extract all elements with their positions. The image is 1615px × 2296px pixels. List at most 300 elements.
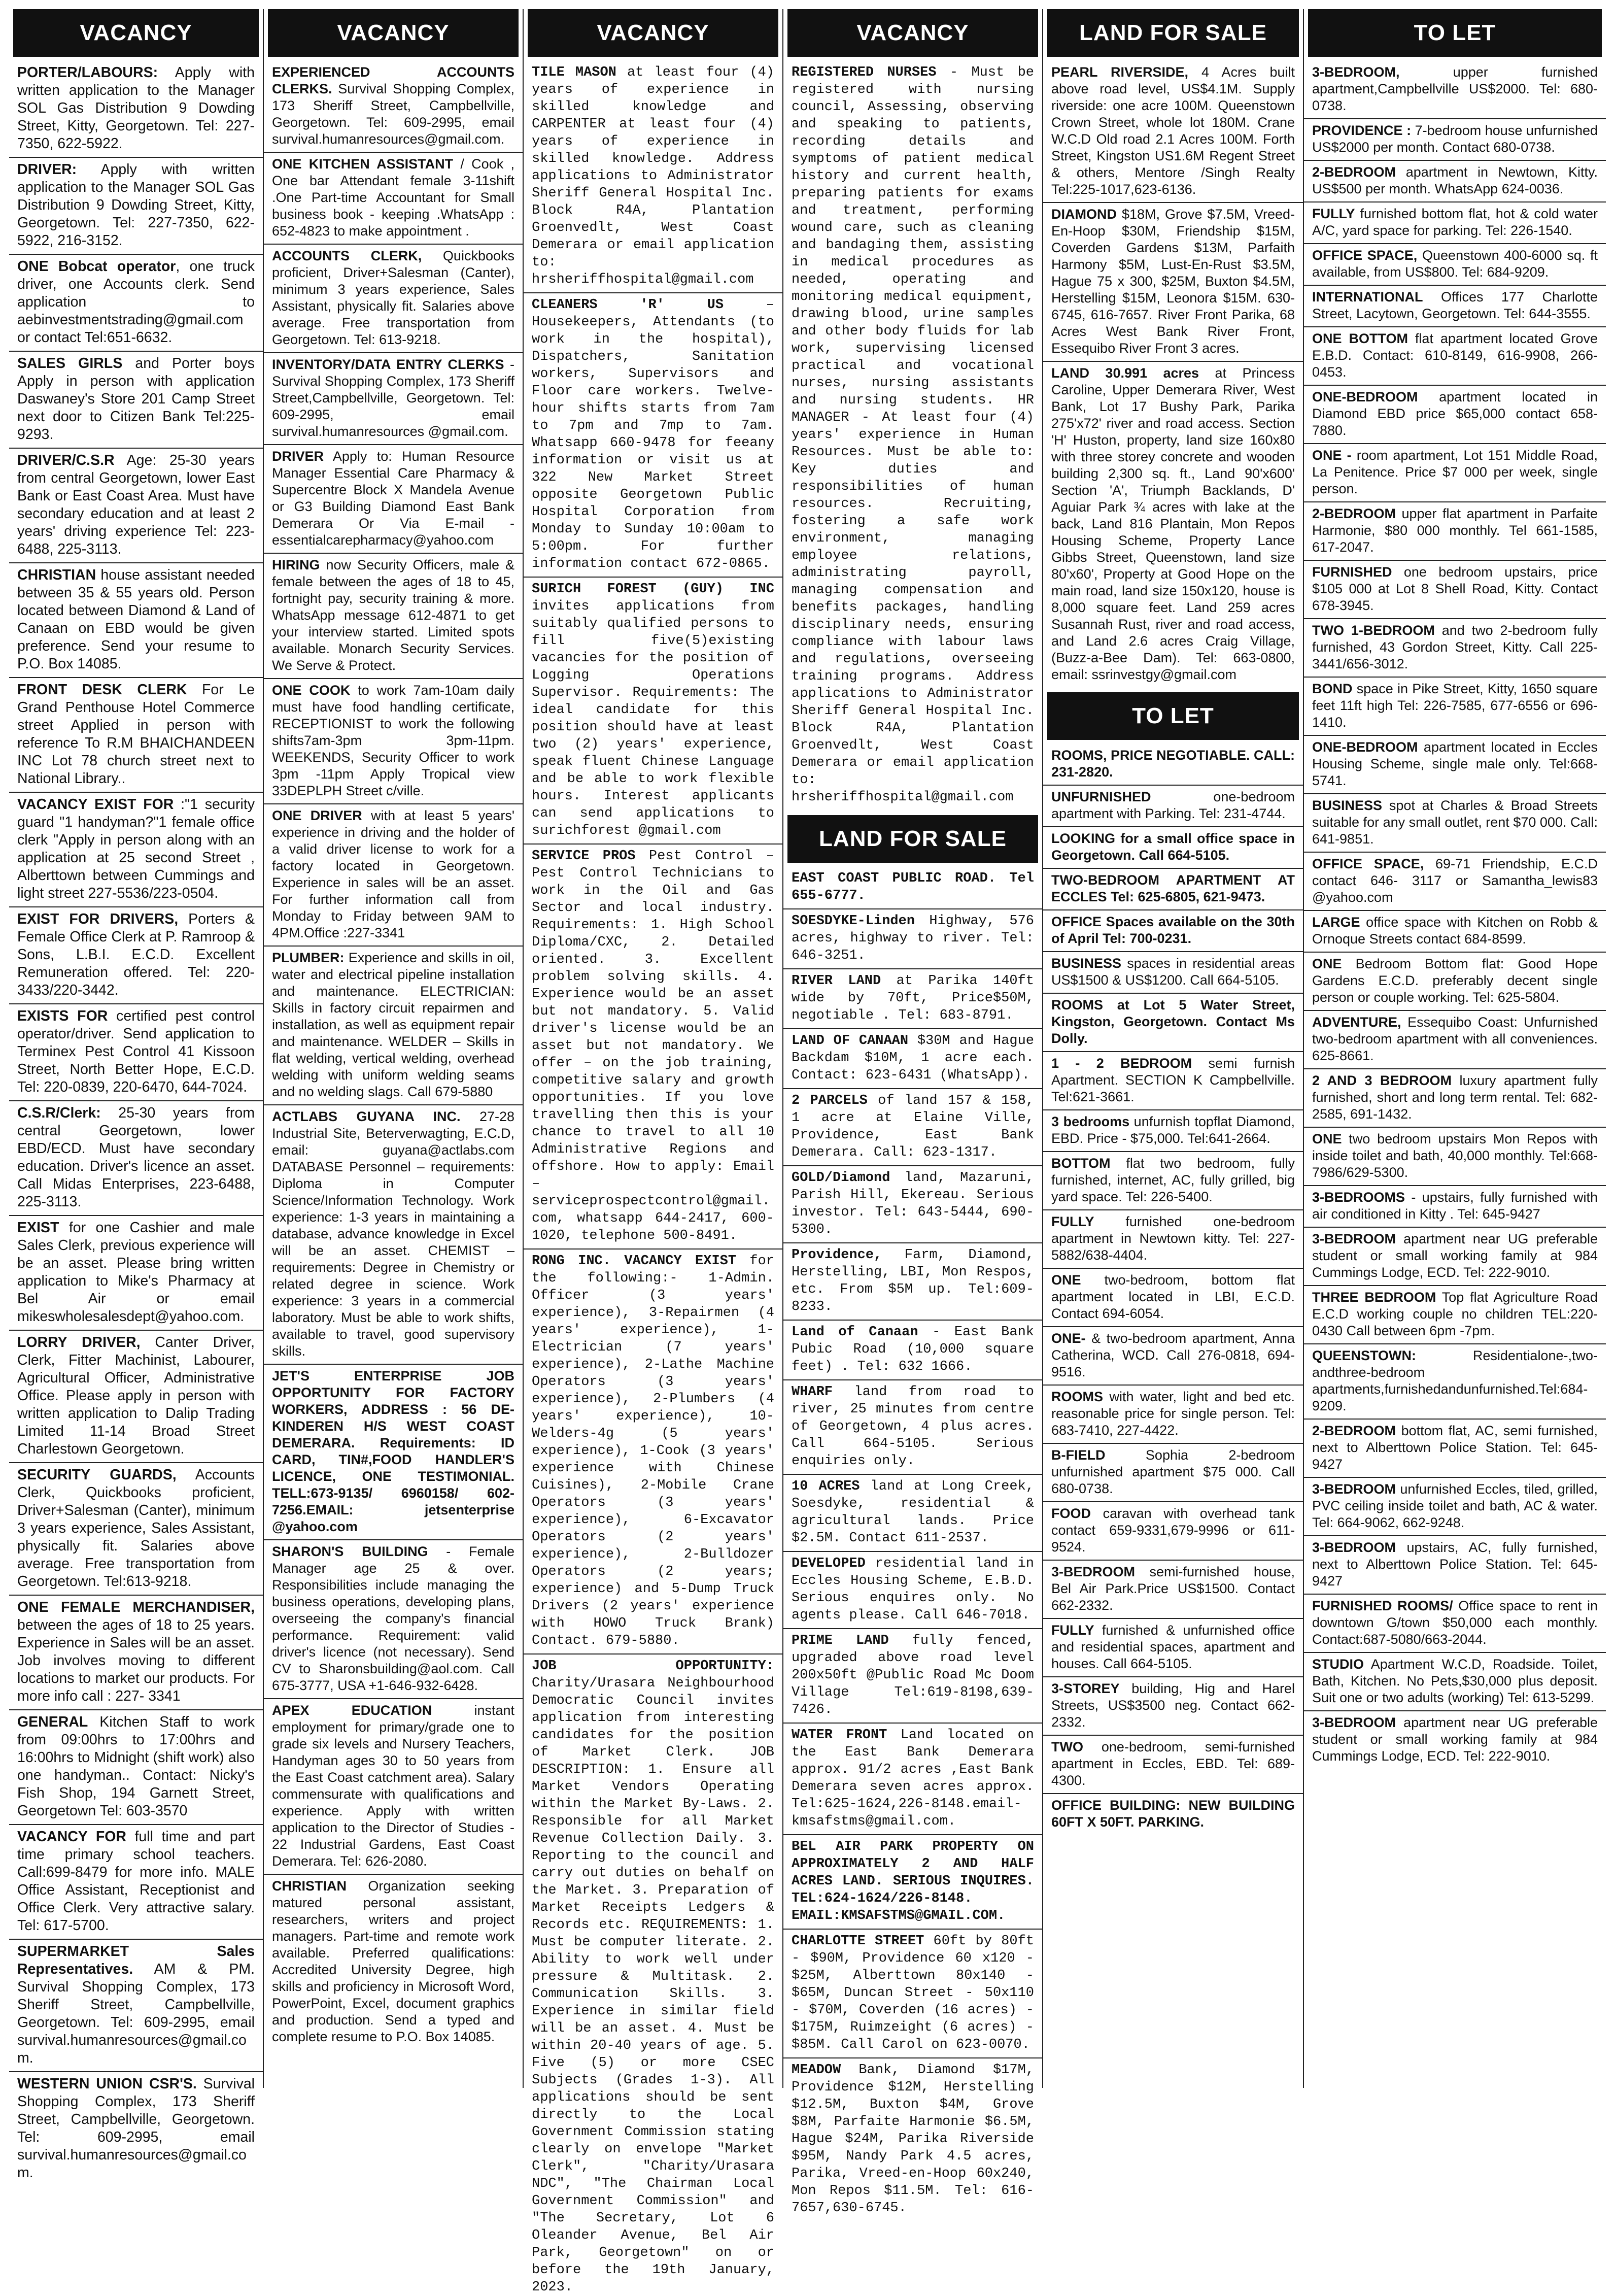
ad-heading: 3-BEDROOM <box>1051 1564 1136 1579</box>
ad-heading: EXIST FOR DRIVERS, <box>17 911 179 927</box>
classified-ad <box>9 1462 263 1591</box>
column-1 <box>9 9 263 2181</box>
ad-heading: ONE <box>1312 956 1342 971</box>
ad-heading: JOB OPPORTUNITY: <box>532 1659 774 1674</box>
ad-body: & two-bedroom apartment, Anna Catherina, WCD. Call 276-0818, 694-9516. <box>1051 1331 1295 1379</box>
classified-ad <box>1304 285 1606 322</box>
ad-body: 7-bedroom house unfurnished US$2000 per month. Contact 680-0738. <box>1312 123 1598 155</box>
ad-heading: BUSINESS <box>1312 798 1383 813</box>
ad-heading: ROOMS at Lot 5 Water Street, Kingston, Georgetown. Contact Ms Dolly. <box>1051 997 1295 1046</box>
ad-heading: SECURITY GUARDS, <box>17 1467 177 1483</box>
classified-ad <box>1304 1127 1606 1181</box>
classified-ad <box>1043 202 1303 357</box>
classified-ad <box>783 1088 1042 1161</box>
ad-body: 4 Acres built above road level, US$4.1M. Supply riverside: one acre 100M. Queenstown Crown Street, whole lot 180M. Crane W.C.D Old road 2.1 Acres 100M. Forth Street, Kingston US1.6M Regent Street & others, Mentore /Singh Realty Tel:225-1017,623-6136. <box>1051 64 1295 197</box>
ad-body: semi-furnished house, Bel Air Park.Price US$1500. Contact 662-2332. <box>1051 1564 1295 1613</box>
classified-ad <box>1304 677 1606 731</box>
classified-ad <box>1043 64 1303 198</box>
section-header: TO LET <box>1047 692 1299 740</box>
ad-heading: VACANCY FOR <box>17 1829 126 1845</box>
ad-body: building, Hig and Harel Streets, US$3500 neg. Contact 662-2332. <box>1051 1681 1295 1730</box>
ad-heading: BEL AIR PARK PROPERTY ON APPROXIMATELY 2 AND HALF ACRES LAND. SERIOUS INQUIRES. TEL:624-1624/226-8148. EMAIL:KMSAFSTMS@GMAIL.COM. <box>792 1839 1034 1923</box>
ad-body: - Female Manager age 25 & over. Responsibilities include managing the business operations, developing plans, overseeing the company's financial performance. Requirement: valid driver's licence (not necessary). Send CV to Sharonsbuilding@aol.com. Call 675-3777, USA +1-646-932-6428. <box>272 1544 514 1693</box>
column-5 <box>1042 9 1303 2088</box>
ad-heading: 3-BEDROOM <box>1312 1715 1396 1730</box>
ad-body: Apartment W.C.D, Roadside. Toilet, Bath, Kitchen. No Pets,$30,000 plus deposit. Suit one or two adults (working) Tel: 613-5299. <box>1312 1657 1598 1705</box>
ad-body: two-bedroom, bottom flat apartment located in LBI, E.C.D. Contact 694-6054. <box>1051 1272 1295 1321</box>
ad-heading: EAST COAST PUBLIC ROAD. Tel 655-6777. <box>792 871 1034 903</box>
classified-ad <box>783 1834 1042 1924</box>
classified-ad <box>783 1474 1042 1547</box>
classified-ad <box>1304 501 1606 556</box>
ad-heading: WESTERN UNION CSR'S. <box>17 2076 197 2092</box>
classified-ad <box>264 352 523 440</box>
classified-ad <box>1304 326 1606 381</box>
ad-heading: EXPERIENCED ACCOUNTS CLERKS. <box>272 64 514 96</box>
classified-ad <box>1304 1068 1606 1123</box>
ad-heading: ONE KITCHEN ASSISTANT <box>272 156 454 172</box>
classified-ad <box>1304 385 1606 439</box>
classified-ad <box>9 1595 263 1705</box>
ad-body: Bedroom Bottom flat: Good Hope Gardens E.C.D. preferably decent single person or couple working. Tel: 625-5804. <box>1312 956 1598 1005</box>
classified-ad <box>783 1723 1042 1830</box>
classified-ad <box>9 254 263 347</box>
ad-body: - upstairs, fully furnished with air conditioned in Kitty . Tel: 645-9427 <box>1312 1190 1598 1222</box>
ad-heading: FOOD <box>1051 1506 1091 1521</box>
ad-heading: 10 ACRES <box>792 1479 860 1494</box>
ad-body: - East Bank Pubic Road (10,000 square feet) . Tel: 632 1666. <box>792 1325 1034 1374</box>
ad-body: Offices 177 Charlotte Street, Lacytown, Georgetown. Tel: 644-3555. <box>1312 289 1598 321</box>
ad-body: Highway, 576 acres, highway to river. Tel: 646-3251. <box>792 914 1034 963</box>
ad-body: two bedroom upstairs Mon Repos with inside toilet and bath, 40,000 monthly. Tel:668-7986/629-5300. <box>1312 1131 1598 1180</box>
ad-heading: REGISTERED NURSES <box>792 65 937 80</box>
ad-body: land, Mazaruni, Parish Hill, Ekereau. Serious investor. Tel: 643-5444, 690-5300. <box>792 1170 1034 1237</box>
classified-ad <box>1043 1151 1303 1205</box>
ad-body: between the ages of 18 to 25 years. Experience in Sales will be an asset. Job involves moving to different locations to market our products. For more info call : 227- 3341 <box>17 1617 255 1704</box>
ad-heading: ONE <box>1312 1131 1342 1146</box>
ad-heading: CHARLOTTE STREET <box>792 1934 924 1949</box>
ad-body: Survival Shopping Complex, 173 Sheriff Street, Campbellville, Georgetown. Tel: 609-2995, email survival.humanresources@gmail.com. <box>17 2076 255 2181</box>
classified-ad <box>1043 1560 1303 1614</box>
classified-ad <box>1043 1051 1303 1105</box>
classified-ad <box>9 792 263 902</box>
classified-ad <box>783 1929 1042 2053</box>
classified-ad <box>1304 618 1606 672</box>
ad-body: – Housekeepers, Attendants (to work in the hospital), Dispatchers, Sanitation workers, Supervisors and Floor care workers. Twelve-hour shifts starts from 7am to 7pm and 7mp to 7am. Whatsapp 660-9478 for feeany information or visit us at 322 New Market Street opposite Georgetown Public Hospital Corporation from Monday to Sunday 10:00am to 5:00pm. For further information contact 672-0865. <box>532 297 774 571</box>
ad-heading: BUSINESS <box>1051 956 1122 971</box>
classified-ad <box>1304 952 1606 1006</box>
ad-heading: ACTLABS GUYANA INC. <box>272 1109 461 1124</box>
classified-ad <box>524 1248 782 1649</box>
ad-heading: Land of Canaan <box>792 1325 918 1340</box>
classified-ad <box>9 157 263 250</box>
ad-heading: SOESDYKE-Linden <box>792 914 915 929</box>
classified-ad <box>524 577 782 839</box>
ad-body: invites applications from suitably qualified persons to fill five(5)existing vacancies for the position of Logging Operations Supervisor. Requirements: The ideal candidate for this position should have at least two (2) years' experience, speak fluent Chinese Language and be able to work flexible hours. Interest applicants can send applications to surichforest @gmail.com <box>532 599 774 838</box>
ad-body: upper flat apartment in Parfaite Harmonie, $80 000 monthly. Tel 661-1585, 617-2047. <box>1312 506 1598 555</box>
ad-body: AM & PM. Survival Shopping Complex, 173 Sheriff Street, Campbellville, Georgetown. Tel: 609-2995, email survival.humanresources@gmail.com. <box>17 1961 255 2066</box>
classified-ad <box>1304 1535 1606 1590</box>
ad-heading: PEARL RIVERSIDE, <box>1051 64 1189 80</box>
classified-ad <box>9 1709 263 1820</box>
ad-body: flat apartment located Grove E.B.D. Contact: 610-8149, 616-9908, 266-0453. <box>1312 331 1598 380</box>
classified-ad <box>524 64 782 288</box>
ad-body: at least four (4) years of experience in skilled knowledge and CARPENTER at least four (4) years of experience in skilled knowledge. Address applications to Administrator Sheriff General Hospital Inc. Block R4A, Plantation Groenvedlt, West Coast Demerara or email application to: hrsheriffhospital@gmail.com <box>532 65 774 287</box>
ad-heading: ACCOUNTS CLERK, <box>272 248 422 263</box>
ad-body: upper furnished apartment,Campbellville US$2000. Tel: 680-0738. <box>1312 64 1598 113</box>
ad-heading: ONE- <box>1051 1331 1086 1346</box>
classifieds-page <box>9 9 1606 2295</box>
ad-heading: DEVELOPED <box>792 1556 866 1571</box>
classified-ad <box>9 64 263 153</box>
ad-body: one-bedroom, semi-furnished apartment in Eccles, EBD. Tel: 689-4300. <box>1051 1739 1295 1788</box>
ad-heading: ONE-BEDROOM <box>1312 739 1418 755</box>
ad-body: for one Cashier and male Sales Clerk, previous experience will be an asset. Please bring written application to Mike's Pharmacy at Bel Air or email mikeswholesalesdept@yahoo.com. <box>17 1220 255 1325</box>
ad-heading: RONG INC. VACANCY EXIST <box>532 1254 737 1269</box>
section-header: VACANCY <box>528 9 778 57</box>
ad-body: - Must be registered with nursing council, Assessing, observing and speaking to patients, recording details and symptoms of patient medical history and current health, preparing patients for exams and treatment, performing wound care, such as cleaning and bandaging them, assisting in medical procedures as needed, operating and monitoring medical equipment, drawing blood, urine samples and other body fluids for lab work, supervising licensed practical and vocational nurses, nursing assistants and nursing students. HR MANAGER - At least four (4) years' experience in Human Resources. Must be able to: Key duties and responsibilities of human resources. Recruiting, fostering a safe work environment, managing employee relations, administrating payroll, managing compensation and benefits packages, handling disciplinary needs, ensuring compliance with labour laws and regulations, overseeing training programs. Address applications to Administrator Sheriff General Hospital Inc. Block R4A, Plantation Groenvedlt, West Coast Demerara or email application to: hrsheriffhospital@gmail.com <box>792 65 1034 805</box>
classified-ad <box>1304 243 1606 281</box>
ad-body: Pest Control – Pest Control Technicians to work in the Oil and Gas Sector and local industry. Requirements: 1. High School Diploma/CXC, 2. Detailed oriented. 3. Excellent problem solving skills. 4. Experience would be an asset but not mandatory. 5. Valid driver's license would be an asset but not mandatory. We offer – on the job training, competitive salary and growth opportunities. If you love travelling then this is your chance to travel to all 10 Administrative Regions and offshore. How to apply: Email – serviceprospectcontrol@gmail.com, whatsapp 644-2417, 600-1020, telephone 500-8491. <box>532 849 774 1243</box>
ad-body: Farm, Diamond, Herstelling, LBI, Mon Respos, etc. From $5M up. Tel:609-8233. <box>792 1247 1034 1314</box>
ad-body: fully fenced, upgraded above road level 200x50ft @Public Road Mc Doom Village Tel:619-8198,639-7426. <box>792 1633 1035 1717</box>
classified-ad <box>264 1698 523 1870</box>
ad-body: certified pest control operator/driver. Send application to Terminex Pest Control 41 Kissoon Street, North Better Hope, E.C.D. Tel: 220-0839, 220-6470, 644-7024. <box>17 1008 255 1095</box>
classified-ad <box>9 448 263 558</box>
ad-body: luxury apartment fully furnished, short and long term rental. Tel: 682-2585, 691-1432. <box>1312 1073 1598 1122</box>
classified-ad <box>783 908 1042 964</box>
ad-heading: 3-BEDROOM <box>1312 1231 1396 1246</box>
ad-body: $18M, Grove $7.5M, Vreed-En-Hoop $30M, Friendship $15M, Coverden Gardens $13M, Parfaith Harmony $5M, Lust-En-Rust $3.5M, Hague 75 x 300, $25M, Buxton $4.5M, Herstelling $15M, Leonora $15M. 630-6745, 616-7657. River Front Parika, 68 Acres West Bank River Front, Essequibo River Front 3 acres. <box>1051 207 1295 356</box>
classified-ad <box>9 1215 263 1326</box>
classified-ad <box>783 1242 1042 1315</box>
ad-body: 27-28 Industrial Site, Beterverwagting, E.C.D, email: guyana@actlabs.com DATABASE Personnel – requirements: Diploma in Computer Science/Information Technology. Work experience: 1-3 years in maintaining a database, advance knowledge in Excel will be an asset. CHEMIST – requirements: Degree in Chemistry or related degree in science. Work experience: 3 years in a commercial laboratory. Must be able to work shifts, available to travel, good supervisory skills. <box>272 1109 514 1359</box>
ad-heading: BOTTOM <box>1051 1156 1111 1171</box>
ad-heading: TWO 1-BEDROOM <box>1312 623 1435 638</box>
ad-body: one bedroom upstairs, price $105 000 at Lot 8 Shell Road, Kitty. Contact 678-3945. <box>1312 564 1598 613</box>
ad-heading: 3-BEDROOM <box>1312 1540 1396 1555</box>
classified-ad <box>1043 1618 1303 1672</box>
classified-ad <box>1043 1326 1303 1380</box>
classified-ad <box>524 292 782 572</box>
classified-ad <box>264 1364 523 1535</box>
ad-body: Queenstown 400-6000 sq. ft available, from US$800. Tel: 684-9209. <box>1312 248 1598 280</box>
ad-body: Apply with written application to the Manager SOL Gas Distribution 9 Dowding Street, Kitty, Georgetown. Tel: 227-7350, 622-5922. <box>17 64 255 152</box>
ad-heading: OFFICE Spaces available on the 30th of April Tel: 700-0231. <box>1051 914 1295 946</box>
ad-body: Top flat Agriculture Road E.C.D working couple no children TEL:220-0430 Call between 6pm -7pm. <box>1312 1290 1598 1338</box>
ad-body: Organization seeking matured personal assistant, researchers, writers and project managers. Part-time and remote work available. Preferred qualifications: Accredited University Degree, high skills and proficiency in Microsoft Word, PowerPoint, Excel, document graphics and production. Send a typed and complete resume to P.O. Box 14085. <box>272 1878 514 2044</box>
ad-heading: OFFICE BUILDING: NEW BUILDING 60FT X 50FT. PARKING. <box>1051 1798 1295 1830</box>
ad-body: and two 2-bedroom fully furnished, 43 Gordon Street, Kitty. Call 225- 3441/656-3012. <box>1312 623 1598 671</box>
classified-ad <box>9 1824 263 1935</box>
ad-heading: ADVENTURE, <box>1312 1015 1401 1030</box>
ad-body: at Parika 140ft wide by 70ft, Price$50M, negotiable . Tel: 683-8791. <box>792 973 1034 1023</box>
ad-heading: CHRISTIAN <box>17 567 96 583</box>
ad-body: with at least 5 years' experience in driving and the holder of a valid driver license to work for a factory located in Georgetown. Experience in sales will be an asset. For further information call from Monday to Friday between 9AM to 4PM.Office :227-3341 <box>272 808 514 940</box>
classified-ad <box>264 244 523 348</box>
ad-body: unfurnished Eccles, tiled, grilled, PVC ceiling inside toilet and bath, AC & water. Tel: 664-9062, 662-9248. <box>1312 1481 1598 1530</box>
ad-body: unfurnish topflat Diamond, EBD. Price - $75,000. Tel:641-2664. <box>1051 1114 1295 1146</box>
ad-body: furnished bottom flat, hot & cold water A/C, yard space for parking. Tel: 226-1540. <box>1312 206 1598 238</box>
classified-ad <box>264 1539 523 1694</box>
ad-heading: LORRY DRIVER, <box>17 1334 141 1350</box>
classified-ad <box>1043 1501 1303 1556</box>
ad-heading: ROOMS <box>1051 1389 1104 1404</box>
ad-heading: FURNISHED <box>1312 564 1392 580</box>
classified-ad <box>1043 868 1303 905</box>
ad-heading: 2 AND 3 BEDROOM <box>1312 1073 1452 1088</box>
ad-heading: B-FIELD <box>1051 1447 1106 1463</box>
classified-ad <box>1304 910 1606 948</box>
classified-ad <box>264 444 523 549</box>
ad-heading: FULLY <box>1051 1623 1094 1638</box>
classified-ad <box>9 1939 263 2067</box>
ad-heading: SHARON'S BUILDING <box>272 1544 428 1559</box>
classified-ad <box>264 946 523 1100</box>
ad-body: space in Pike Street, Kitty, 1650 square feet 11ft high Tel: 226-7585, 677-6556 or 696-1410. <box>1312 681 1598 730</box>
ad-heading: STUDIO <box>1312 1657 1364 1672</box>
classified-ad <box>1043 1676 1303 1731</box>
ad-body: spot at Charles & Broad Streets suitable for any small outlet, rent $70 000. Call: 641-9851. <box>1312 798 1598 847</box>
ad-body: , one truck driver, one Accounts clerk. Send application to aebinvestmentstrading@gmail.com or contact Tel:651-6632. <box>17 258 255 346</box>
ad-heading: LOOKING for a small office space in Georgetown. Call 664-5105. <box>1051 831 1295 863</box>
classified-ad <box>9 1003 263 1096</box>
ad-heading: PROVIDENCE : <box>1312 123 1412 138</box>
classified-ad <box>1304 560 1606 614</box>
ad-body: Accounts Clerk, Quickbooks proficient, Driver+Salesman (Canter), minimum 3 years experience, Sales Assistant, physically fit. Salaries above average. Free transportation from Georgetown. Tel:613-9218. <box>17 1467 255 1590</box>
ad-heading: TILE MASON <box>532 65 616 80</box>
classified-ad <box>1304 735 1606 789</box>
classified-ad <box>9 906 263 999</box>
ad-heading: DIAMOND <box>1051 207 1117 222</box>
ad-heading: DRIVER <box>272 449 324 464</box>
ad-body: Office space to rent in downtown G/town $50,000 each monthly. Contact:687-5080/663-2044. <box>1312 1598 1598 1647</box>
classified-ad <box>1304 852 1606 906</box>
ad-heading: 2-BEDROOM <box>1312 1423 1396 1438</box>
section-header: VACANCY <box>13 9 259 57</box>
ad-heading: 3-BEDROOM, <box>1312 64 1400 80</box>
ad-body: full time and part time primary school teachers. Call:699-8479 for more info. MALE Office Assistant, Receptionist and Office Clerk. Very attractive salary. Tel: 617-5700. <box>17 1829 255 1934</box>
classified-ad <box>783 64 1042 806</box>
classified-ad <box>1043 1735 1303 1789</box>
classified-ad <box>264 803 523 941</box>
ad-heading: 1 - 2 BEDROOM <box>1051 1056 1192 1071</box>
ad-body: flat two bedroom, fully furnished, internet, AC, fully grilled, big yard space. Tel: 226-5400. <box>1051 1156 1295 1204</box>
ad-heading: ONE DRIVER <box>272 808 362 823</box>
ad-heading: CHRISTIAN <box>272 1878 347 1894</box>
ad-heading: GENERAL <box>17 1714 88 1730</box>
ad-heading: FURNISHED ROOMS/ <box>1312 1598 1453 1613</box>
ad-body: now Security Officers, male & female between the ages of 18 to 45, fortnight pay, security training & more. WhatsApp message 612-4871 to get your interview started. Limited spots available. Monarch Security Services. We Serve & Protect. <box>272 557 514 673</box>
classified-ad <box>264 64 523 148</box>
classified-ad <box>1043 1209 1303 1264</box>
ad-heading: PLUMBER: <box>272 950 345 965</box>
ad-heading: GOLD/Diamond <box>792 1170 890 1186</box>
ad-heading: INTERNATIONAL <box>1312 289 1423 305</box>
classified-ad <box>1304 1419 1606 1473</box>
classified-ad <box>9 1100 263 1211</box>
ad-heading: ONE BOTTOM <box>1312 331 1408 346</box>
ad-heading: DRIVER/C.S.R <box>17 452 115 468</box>
ad-heading: TWO <box>1051 1739 1083 1754</box>
ad-heading: WHARF <box>792 1385 833 1400</box>
ad-heading: ONE-BEDROOM <box>1312 389 1418 404</box>
ad-heading: 2 PARCELS <box>792 1093 868 1108</box>
ad-body: Apply to: Human Resource Manager Essential Care Pharmacy & Supercentre Block X Mandela Avenue or G3 Building Diamond East Bank Demerara Or Via E-mail - essentialcarepharmacy@yahoo.com <box>272 449 514 548</box>
classified-ad <box>1304 1710 1606 1765</box>
ad-body: and Porter boys Apply in person with application Daswaney's Store 201 Camp Street next door to Citizen Bank Tel:225-9293. <box>17 355 255 443</box>
ad-heading: OFFICE SPACE, <box>1312 856 1424 871</box>
ad-body: Kitchen Staff to work from 09:00hrs to 17:00hrs and 16:00hrs to Midnight (shift work) also one handyman.. Contact: Nicky's Fish Shop, 194 Garnett Street, Georgetown Tel: 603-3570 <box>17 1714 255 1819</box>
ad-heading: 3-STOREY <box>1051 1681 1120 1696</box>
section-header: VACANCY <box>787 9 1038 57</box>
section-header: LAND FOR SALE <box>1047 9 1299 57</box>
ad-heading: LAND OF CANAAN <box>792 1033 909 1049</box>
ad-heading: ONE Bobcat operator <box>17 258 176 275</box>
ad-body: to work 7am-10am daily must have food handling certificate, RECEPTIONIST to work the following shifts7am-3pm 3pm-11pm. WEEKENDS, Security Officer to work 3pm -11pm Apply Tropical view 33DEPLPH Street c/ville. <box>272 683 514 798</box>
ad-heading: SURICH FOREST (GUY) INC <box>532 582 774 597</box>
ad-body: apartment located in Diamond EBD price $65,000 contact 658-7880. <box>1312 389 1598 438</box>
classified-ad <box>9 562 263 673</box>
ad-body: 60ft by 80ft - $90M, Providence 60 x120 - $25M, Alberttown 80x140 - $65M, Duncan Street - 50x110 - $70M, Coverden (16 acres) - $175M, Ruimzeight (6 acres) - $85M. Call Carol on 623-0070. <box>792 1934 1034 2052</box>
ad-body: room apartment, Lot 151 Middle Road, La Penitence. Price $7 000 per week, single person. <box>1312 448 1598 496</box>
classified-ad <box>783 870 1042 904</box>
ad-body: of land 157 & 158, 1 acre at Elaine Ville, Providence, East Bank Demerara. Call: 623-1317. <box>792 1093 1035 1160</box>
ad-heading: CLEANERS 'R' US <box>532 297 724 313</box>
ad-heading: 2-BEDROOM <box>1312 164 1396 180</box>
ad-body: instant employment for primary/grade one to grade six levels and Nursery Teachers, Handyman ages 30 to 50 years from the East Coast catchment area). Salary commensurate with qualifications and experience. Apply with written application to the Director of Studies - 22 Industrial Gardens, East Coast Demerara. Tel: 626-2080. <box>272 1703 514 1869</box>
ad-body: 25-30 years from central Georgetown, lower EBD/ECD. Must have secondary education. Driver's licence an asset. Call Midas Enterprises, 223-6488, 225-3113. <box>17 1105 255 1210</box>
classified-ad <box>524 1653 782 2296</box>
classified-ad <box>1043 1268 1303 1322</box>
classified-ad <box>1304 160 1606 197</box>
ad-body: For Le Grand Penthouse Hotel Commerce street Applied in person with reference To R.M BHAICHANDEEN INC Lot 78 church street next to National Library.. <box>17 682 255 787</box>
ad-body: Experience and skills in oil, water and electrical pipeline installation and maintenance. ELECTRICIAN: Skills in factory circuit repairmen and installation, as well as equipment repair and maintenance. WELDER – Skills in flat welding, vertical welding, overhead welding with uniform welding seams and no welding slags. Call 679-5880 <box>272 950 514 1099</box>
classified-ad <box>1304 1227 1606 1281</box>
classified-ad <box>264 152 523 240</box>
classified-ad <box>1304 793 1606 848</box>
ad-heading: DRIVER: <box>17 161 77 178</box>
ad-heading: WATER FRONT <box>792 1728 887 1743</box>
classified-ad <box>1304 1285 1606 1339</box>
classified-ad <box>1043 1443 1303 1497</box>
ad-heading: ONE FEMALE MERCHANDISER, <box>17 1599 255 1615</box>
column-3 <box>523 9 782 2295</box>
classified-ad <box>783 1165 1042 1238</box>
ad-heading: 3 bedrooms <box>1051 1114 1130 1129</box>
ad-body: with water, light and bed etc. reasonable price for single person. Tel: 683-7410, 227-4422. <box>1051 1389 1295 1438</box>
ad-body: caravan with overhead tank contact 659-9331,679-9996 or 611-9524. <box>1051 1506 1295 1555</box>
ad-heading: TWO-BEDROOM APARTMENT AT ECCLES Tel: 625-6805, 621-9473. <box>1051 872 1295 904</box>
classified-ad <box>264 553 523 674</box>
classified-ad <box>783 1028 1042 1084</box>
ad-body: Land located on the East Bank Demerara approx. 91/2 acres ,East Bank Demerara seven acres approx. Tel:625-1624,226-8148.email-kmsafstms@gmail.com. <box>792 1728 1034 1829</box>
classified-ad <box>1304 1477 1606 1531</box>
ad-heading: EXISTS FOR <box>17 1008 108 1024</box>
classified-ad <box>1043 747 1303 781</box>
ad-body: apartment in Newtown, Kitty. US$500 per month. WhatsApp 624-0036. <box>1312 164 1598 196</box>
classified-ad <box>783 1379 1042 1470</box>
ad-heading: SUPERMARKET Sales Representatives. <box>17 1943 255 1977</box>
ad-body: Essequibo Coast: Unfurnished two-bedroom apartment with all conveniences. 625-8661. <box>1312 1015 1598 1063</box>
ad-heading: SALES GIRLS <box>17 355 123 372</box>
ad-body: spaces in residential areas US$1500 & US$1200. Call 664-5105. <box>1051 956 1295 988</box>
ad-heading: SERVICE PROS <box>532 849 636 864</box>
classified-ad <box>9 1330 263 1458</box>
ad-heading: Providence, <box>792 1247 882 1263</box>
classified-ad <box>1043 951 1303 989</box>
ad-heading: UNFURNISHED <box>1051 789 1151 804</box>
classified-ad <box>1304 201 1606 239</box>
ad-heading: VACANCY EXIST FOR <box>17 796 174 813</box>
ad-heading: MEADOW <box>792 2063 841 2078</box>
classified-ad <box>783 1551 1042 1624</box>
ad-body: Sophia 2-bedroom unfurnished apartment $75 000. Call 680-0738. <box>1051 1447 1295 1496</box>
ad-heading: LAND 30.991 acres <box>1051 365 1199 381</box>
ad-heading: BOND <box>1312 681 1353 696</box>
classified-ad <box>1043 785 1303 822</box>
ad-body: semi furnish Apartment. SECTION K Campbellville. Tel:621-3661. <box>1051 1056 1295 1104</box>
classified-ad <box>1304 1594 1606 1648</box>
ad-body: :"1 security guard "1 handyman?"1 female office clerk "Apply in person along with an application at 25 second Street , Alberttown between Cummings and light street 227-5536/223-0504. <box>17 796 255 901</box>
classified-ad <box>1304 118 1606 156</box>
classified-ad <box>524 843 782 1244</box>
classified-ad <box>1043 361 1303 683</box>
ad-heading: ROOMS, PRICE NEGOTIABLE. CALL: 231-2820. <box>1051 748 1295 780</box>
column-2 <box>263 9 523 2088</box>
ad-heading: THREE BEDROOM <box>1312 1290 1436 1305</box>
ad-body: one-bedroom apartment with Parking. Tel: 231-4744. <box>1051 789 1295 821</box>
column-6 <box>1303 9 1606 2088</box>
ad-heading: PORTER/LABOURS: <box>17 64 158 81</box>
classified-ad <box>783 2057 1042 2217</box>
section-header: LAND FOR SALE <box>787 815 1038 863</box>
ad-body: Apply with written application to the Manager SOL Gas Distribution 9 Dowding Street, Kitty, Georgetown. Tel: 227-7350, 622-5922, 216-3152. <box>17 161 255 249</box>
ad-body: bottom flat, AC, semi furnished, next to Alberttown Police Station. Tel: 645-9427 <box>1312 1423 1598 1472</box>
ad-heading: FULLY <box>1312 206 1355 221</box>
ad-heading: HIRING <box>272 557 320 572</box>
classified-ad <box>1043 1109 1303 1147</box>
section-header: VACANCY <box>268 9 519 57</box>
classified-ad <box>1304 1185 1606 1223</box>
ad-body: Survival Shopping Complex, 173 Sheriff Street, Campbellville, Georgetown. Tel: 609-2995, email survival.humanresources@gmail.com. <box>272 81 514 147</box>
ad-body: $30M and Hague Backdam $10M, 1 acre each. Contact: 623-6431 (WhatsApp). <box>792 1033 1034 1083</box>
ad-heading: 3-BEDROOMS <box>1312 1190 1405 1205</box>
ad-body: residential land in Eccles Housing Scheme, E.B.D. Serious enquires only. No agents please. Call 646-7018. <box>792 1556 1034 1623</box>
ad-body: apartment near UG preferable student or small working family at 984 Cummings Lodge, ECD. Tel: 222-9010. <box>1312 1715 1598 1764</box>
ad-body: apartment near UG preferable student or small working family at 984 Cummings Lodge, ECD. Tel: 222-9010. <box>1312 1231 1598 1280</box>
ad-heading: 2-BEDROOM <box>1312 506 1396 521</box>
classified-ad <box>1304 443 1606 497</box>
ad-heading: C.S.R/Clerk: <box>17 1105 101 1121</box>
ad-body: Residentialone-,two-andthree-bedroom apartments,furnishedandunfurnished.Tel:684-9209. <box>1312 1348 1598 1413</box>
classified-ad <box>1304 1652 1606 1706</box>
ad-body: / Cook , One bar Attendant female 3-11shift .One Part-time Accountant for Small business book - keeping .WhatsApp : 652-4823 to make appointment . <box>272 156 514 239</box>
ad-body: upstairs, AC, fully furnished, next to Alberttown Police Station. Tel: 645-9427 <box>1312 1540 1598 1589</box>
ad-body: at Princess Caroline, Upper Demerara River, West Bank, Lot 17 Bushy Park, Parika 275'x72' river and road access. Section 'H' Huston, property, land size 160x80 with three storey concrete and wooden building 2,300 sq. ft., Land 90'x600' Section 'A', Triumph Backlands, D' Aguiar Park ¾ acres with lake at the back, Land 816 Plantain, Mon Repos Housing Scheme, Property Lance Gibbs Street, Queenstown, land size 80'x60', Property at Good Hope on the main road, land size 150x120, house is 8,000 square feet. Land 259 acres Susannah Rust, river and road access, and Land 2.6 acres Craig Village, (Buzz-a-Bee Dam). Tel: 663-0800, email: ssrinvestgy@gmail.com <box>1051 365 1295 682</box>
ad-body: land from road to river, 25 minutes from centre of Georgetown, 4 plus acres. Call 664-5105. Serious enquiries only. <box>792 1385 1034 1469</box>
classified-ad <box>9 2071 263 2182</box>
ad-heading: ONE - <box>1312 448 1352 463</box>
classified-ad <box>1043 1385 1303 1439</box>
ad-body: - Survival Shopping Complex, 173 Sheriff Street,Campbellville, Georgetown. Tel: 609-2995, email survival.humanresources @gmail.com. <box>272 357 514 439</box>
classified-ad <box>1304 1010 1606 1064</box>
ad-heading: APEX EDUCATION <box>272 1703 432 1718</box>
classified-ad <box>1043 909 1303 947</box>
ad-body: land at Long Creek, Soesdyke, residential & agricultural lands. Price $2.5M. Contact 611-2537. <box>792 1479 1034 1546</box>
classified-ad <box>9 351 263 444</box>
ad-heading: QUEENSTOWN: <box>1312 1348 1417 1363</box>
